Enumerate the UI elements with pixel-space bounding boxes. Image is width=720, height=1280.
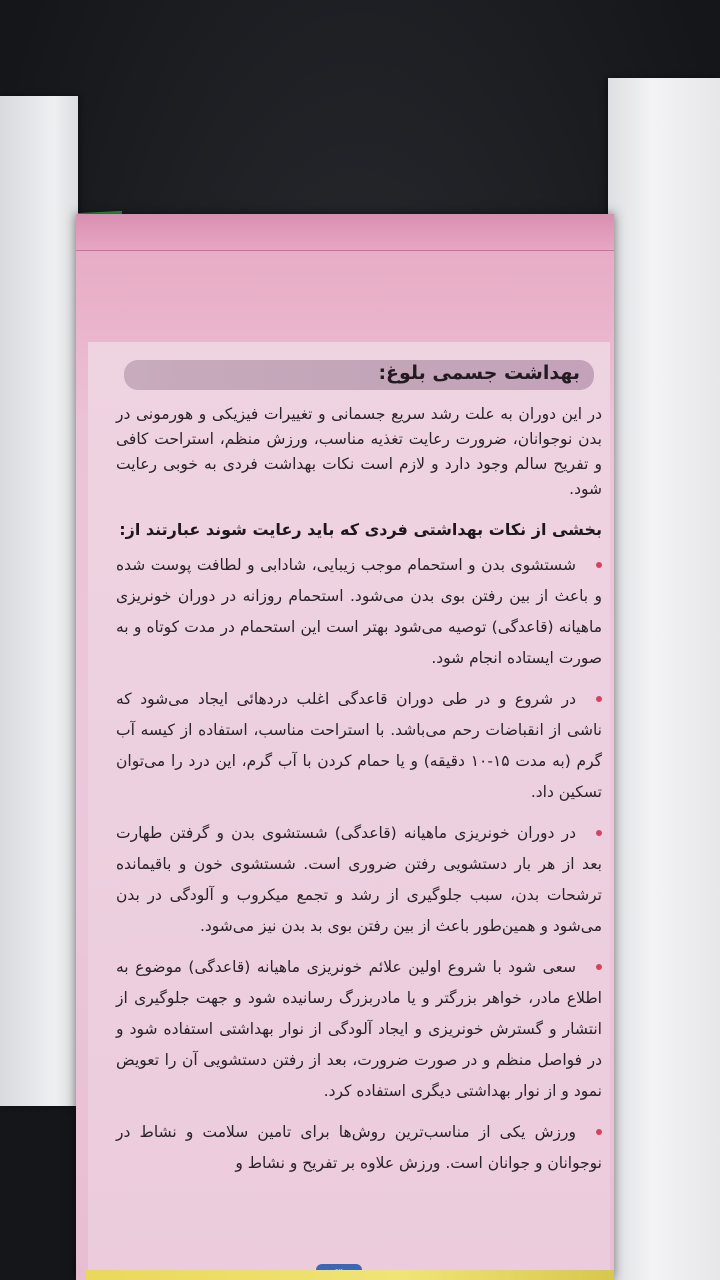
bottom-yellow-stripe bbox=[86, 1270, 614, 1280]
list-item-text: سعی شود با شروع اولین علائم خونریزی ماهیانه (قاعدگی) موضوع به اطلاع مادر، خواهر بزرگتر و یا مادربزرگ رسانیده شود و جهت جلوگیری از انتشار و گسترش خونریزی و ایجاد آلودگی از نوار بهداشتی استفاده شود و در فواصل منظم و در صورت ضرورت، بعد از رفتن دستشویی آن را تعویض نمود و از نوار بهداشتی دیگری استفاده کرد. bbox=[116, 958, 602, 1100]
section-heading: بهداشت جسمی بلوغ: bbox=[378, 362, 580, 384]
list-item bbox=[116, 1117, 602, 1179]
bullet-dot-icon bbox=[596, 964, 602, 970]
list-item bbox=[116, 952, 602, 1107]
list-item bbox=[116, 550, 602, 674]
list-item-text: در دوران خونریزی ماهیانه (قاعدگی) شستشوی بدن و گرفتن طهارت بعد از هر بار دستشویی رفتن ضروری است. شستشوی خون و باقیمانده ترشحات بدن، سبب جلوگیری از رشد و تجمع میکروب و آلودگی در بدن می‌شود و همین‌طور باعث از بین رفتن بوی بد بدن نیز می‌شود. bbox=[116, 824, 602, 935]
list-item-text: در شروع و در طی دوران قاعدگی اغلب دردهائی ایجاد می‌شود که ناشی از انقباضات رحم می‌باشد. با استراحت مناسب، استفاده از کیسه آب گرم (به مدت ۱۵-۱۰ دقیقه) و یا حمام کردن با آب گرم، این درد را می‌توان تسکین داد. bbox=[116, 690, 602, 801]
list-subheading: بخشی از نکات بهداشتی فردی که باید رعایت شوند عبارتند از: bbox=[119, 520, 602, 539]
intro-paragraph: در این دوران به علت رشد سریع جسمانی و تغییرات فیزیکی و هورمونی در بدن نوجوانان، ضرورت رعایت تغذیه مناسب، ورزش منظم، استراحت کافی و تفریح سالم وجود دارد و لازم است نکات بهداشت فردی به خوبی رعایت شود. bbox=[116, 405, 602, 498]
bullet-dot-icon bbox=[596, 562, 602, 568]
booklet-top-fold bbox=[76, 214, 614, 251]
white-sheet-left bbox=[0, 96, 78, 1106]
list-item bbox=[116, 684, 602, 808]
bullet-dot-icon bbox=[596, 830, 602, 836]
bullet-dot-icon bbox=[596, 1129, 602, 1135]
booklet-page bbox=[88, 342, 610, 1280]
list-item-text: شستشوی بدن و استحمام موجب زیبایی، شادابی و لطافت پوست شده و باعث از بین رفتن بوی بدن می‌شود. استحمام روزانه در دوران خونریزی ماهیانه (قاعدگی) توصیه می‌شود بهتر است این استحمام در مدت کوتاه و به صورت ایستاده انجام شود. bbox=[116, 556, 602, 667]
white-sheet-right bbox=[608, 78, 720, 1280]
bullet-dot-icon bbox=[596, 696, 602, 702]
list-item-text: ورزش یکی از مناسب‌ترین روش‌ها برای تامین سلامت و نشاط در نوجوانان و جوانان است. ورزش علاوه بر تفریح و نشاط و bbox=[116, 1123, 602, 1172]
list-item bbox=[116, 818, 602, 942]
section-heading-bar bbox=[124, 352, 594, 396]
hygiene-tips-list bbox=[116, 550, 602, 1189]
